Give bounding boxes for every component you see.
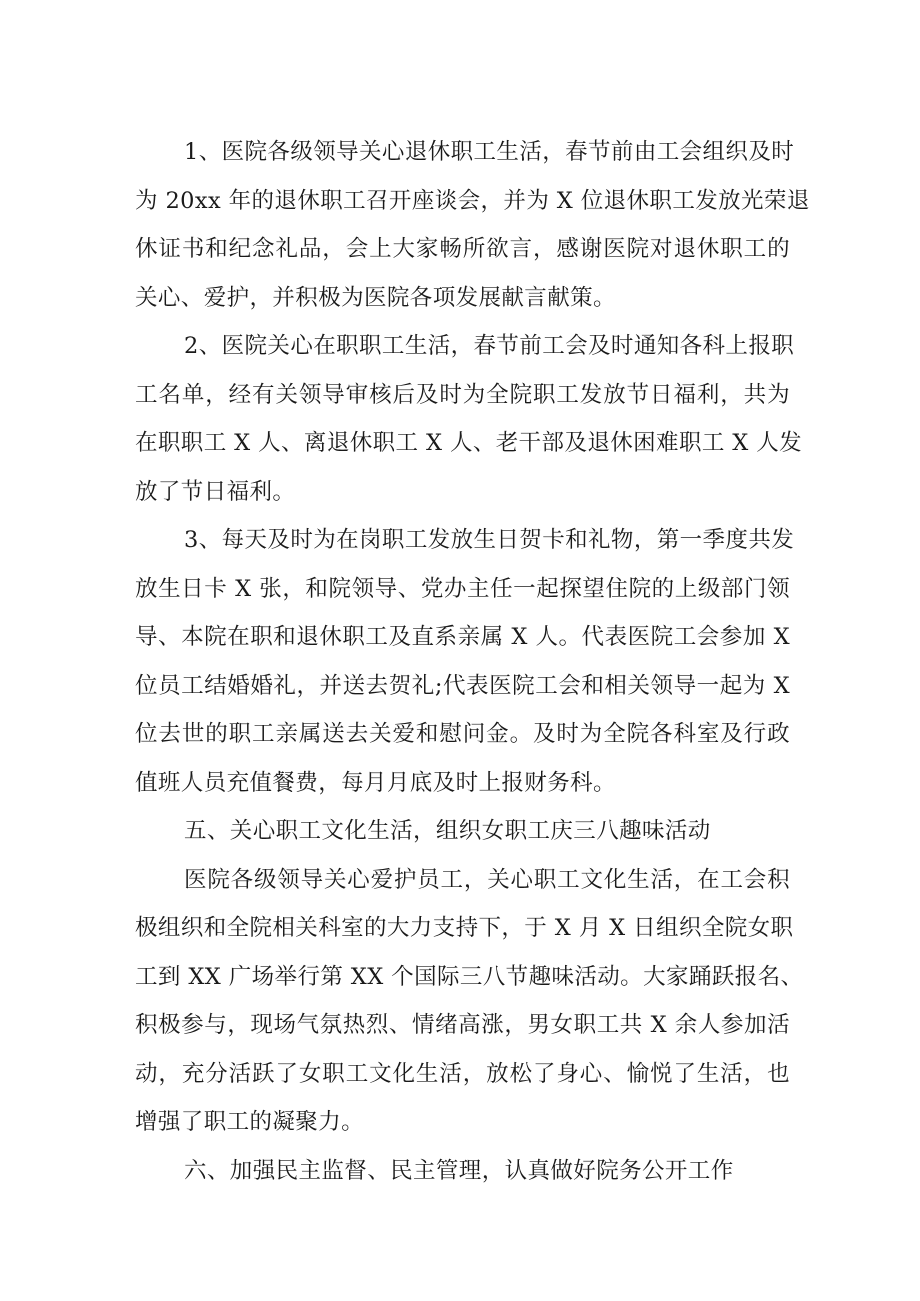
text-line: 增强了职工的凝聚力。: [135, 1109, 365, 1135]
text-line: 极组织和全院相关科室的大力支持下，于 X 月 X 日组织全院女职: [135, 915, 794, 941]
paragraph-active-staff-care: [135, 322, 803, 516]
text-line: 关心、爱护，并积极为医院各项发展献言献策。: [135, 284, 616, 311]
text-line: 工名单，经有关领导审核后及时为全院职工发放节日福利，共为: [135, 381, 790, 408]
text-line: 值班人员充值餐费，每月月底及时上报财务科。: [135, 769, 616, 796]
text-line: 放生日卡 X 张，和院领导、党办主任一起探望住院的上级部门领: [135, 575, 790, 602]
text-line: 3、每天及时为在岗职工发放生日贺卡和礼物，第一季度共发: [184, 527, 795, 553]
text-line: 放了节日福利。: [135, 478, 296, 505]
text-line: 五、关心职工文化生活，组织女职工庆三八趣味活动: [184, 818, 711, 844]
text-line: 积极参与，现场气氛热烈、情绪高涨，男女职工共 X 余人参加活: [135, 1012, 790, 1038]
text-line: 导、本院在职和退休职工及直系亲属 X 人。代表医院工会参加 X: [135, 624, 790, 650]
text-line: 为 20xx 年的退休职工召开座谈会，并为 X 位退休职工发放光荣退: [135, 187, 810, 214]
text-line: 工到 XX 广场举行第 XX 个国际三八节趣味活动。大家踊跃报名、: [135, 963, 804, 990]
text-line: 2、医院关心在职职工生活，春节前工会及时通知各科上报职: [184, 333, 795, 359]
section-heading-six: [135, 1147, 790, 1196]
text-line: 六、加强民主监督、民主管理，认真做好院务公开工作: [184, 1157, 734, 1184]
paragraph-birthday-visits: [135, 516, 795, 807]
text-line: 休证书和纪念礼品，会上大家畅所欲言，感谢医院对退休职工的: [135, 236, 790, 262]
paragraph-retired-staff-care: [135, 128, 810, 322]
text-line: 医院各级领导关心爱护员工，关心职工文化生活，在工会积: [184, 866, 790, 893]
text-line: 位员工结婚婚礼，并送去贺礼;代表医院工会和相关领导一起为 X: [135, 672, 790, 699]
document-body: [135, 128, 810, 1195]
paragraph-womens-day-activity: [135, 856, 804, 1147]
text-line: 位去世的职工亲属送去关爱和慰问金。及时为全院各科室及行政: [135, 721, 790, 747]
text-line: 在职职工 X 人、离退休职工 X 人、老干部及退休困难职工 X 人发: [135, 430, 803, 456]
section-heading-five: [135, 807, 790, 856]
text-line: 动，充分活跃了女职工文化生活，放松了身心、愉悦了生活，也: [135, 1060, 790, 1087]
text-line: 1、医院各级领导关心退休职工生活，春节前由工会组织及时: [184, 139, 795, 165]
